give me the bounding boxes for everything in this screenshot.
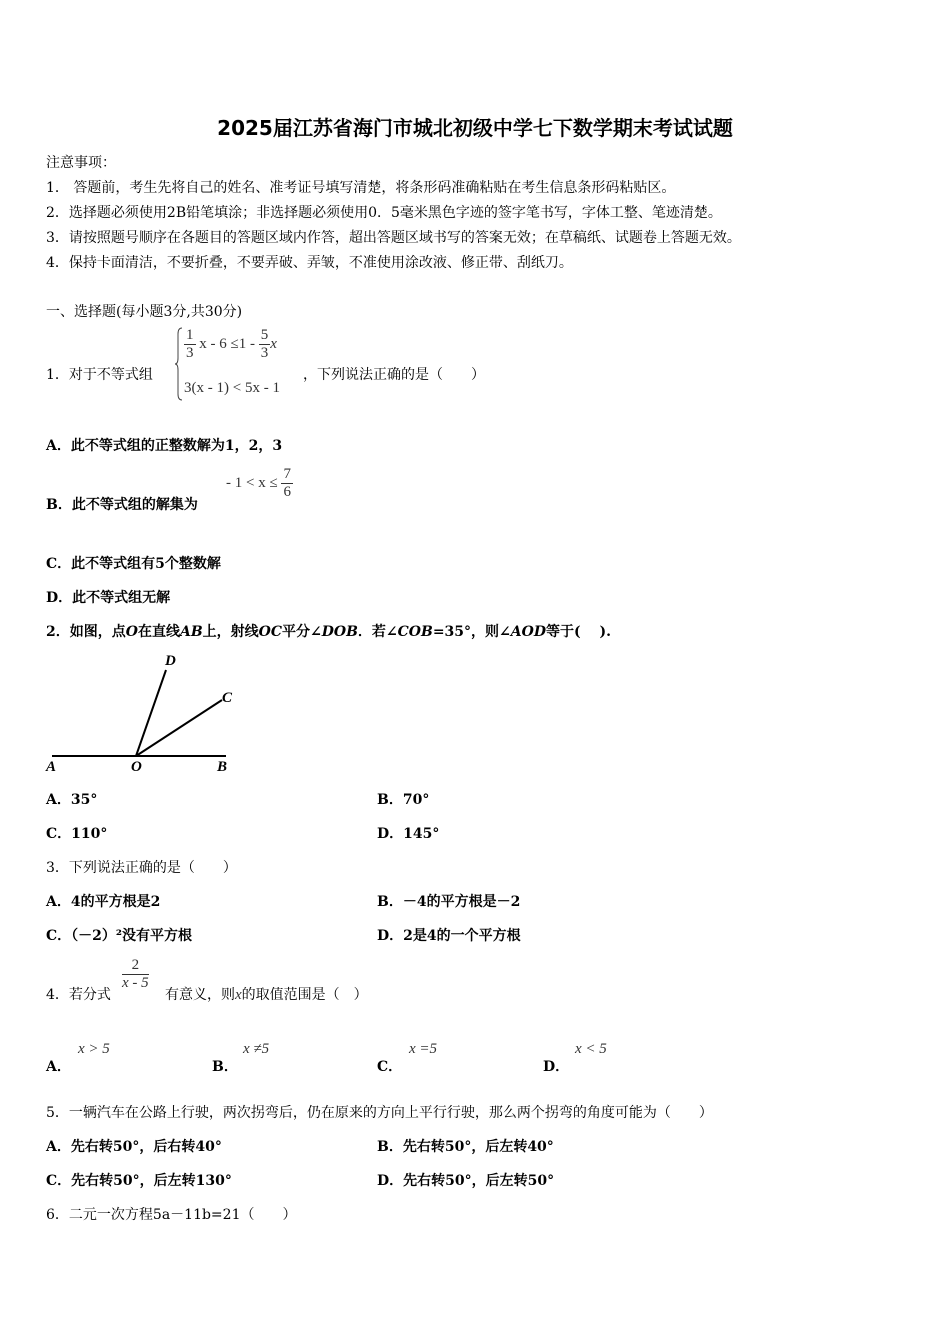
q2-option-d: D．145° xyxy=(377,826,440,842)
q2-text-2: 在直线 xyxy=(137,624,180,640)
q1-option-a: A．此不等式组的正整数解为1，2，3 xyxy=(46,438,283,454)
note-item-1: 1． 答题前，考生先将自己的姓名、准考证号填写清楚，将条形码准确粘贴在考生信息条形码粘贴区。 xyxy=(46,180,676,196)
q1-option-b-num: 7 xyxy=(283,466,291,482)
q2-text-6: =35°，则∠ xyxy=(432,624,511,640)
q3-option-c: C．（－2）²没有平方根 xyxy=(46,928,193,944)
label-a: A xyxy=(46,759,57,775)
q4-numerator: 2 xyxy=(122,957,149,975)
q2-stem xyxy=(46,621,611,641)
q3-stem: 3．下列说法正确的是（ ） xyxy=(46,860,237,876)
q4-option-c-label: C． xyxy=(377,1059,403,1075)
q2-option-c: C．110° xyxy=(46,826,108,842)
q1-frac2-den: 3 xyxy=(260,345,269,361)
q1-line1-mid: x - 6 ≤1 - xyxy=(199,335,255,352)
q5-stem: 5．一辆汽车在公路上行驶，两次拐弯后，仍在原来的方向上平行行驶，那么两个拐弯的角度可能为（ ） xyxy=(46,1105,713,1121)
q1-line2: 3(x - 1) < 5x - 1 xyxy=(184,380,280,396)
q1-option-b-den: 6 xyxy=(283,484,291,500)
q4-option-b-math: x ≠5 xyxy=(243,1041,270,1057)
q4-option-a-math: x > 5 xyxy=(78,1041,110,1057)
q4-option-b-label: B． xyxy=(212,1059,238,1075)
note-item-4: 4．保持卡面清洁，不要折叠，不要弄破、弄皱，不准使用涂改液、修正带、刮纸刀。 xyxy=(46,255,573,271)
q4-option-d-label: D． xyxy=(543,1059,570,1075)
q1-inequality-system xyxy=(174,326,304,402)
note-item-3: 3．请按照题号顺序在各题目的答题区域内作答，超出答题区域书写的答案无效；在草稿纸、试题卷上答题无效。 xyxy=(46,230,741,246)
label-c: C xyxy=(222,690,233,706)
q2-option-b: B．70° xyxy=(377,792,430,808)
q1-option-c: C．此不等式组有5个整数解 xyxy=(46,556,221,572)
label-b: B xyxy=(217,759,228,775)
q1-frac2-num: 5 xyxy=(260,327,269,343)
q3-option-b: B．－4的平方根是－2 xyxy=(377,894,521,910)
q5-option-c: C．先右转50°，后左转130° xyxy=(46,1173,232,1189)
q2-line-ab: AB xyxy=(179,624,203,640)
notes-heading: 注意事项： xyxy=(46,155,116,171)
note-item-2: 2．选择题必须使用2B铅笔填涂；非选择题必须使用0．5毫米黑色字迹的签字笔书写，字体工整、笔迹清楚。 xyxy=(46,205,722,221)
q1-option-b: B．此不等式组的解集为 xyxy=(46,497,198,513)
q1-option-b-math xyxy=(226,466,293,501)
q2-text-5: ．若∠ xyxy=(357,624,398,640)
q1-frac1-den: 3 xyxy=(186,345,194,361)
q6-stem: 6．二元一次方程5a－11b=21（ ） xyxy=(46,1207,297,1223)
q2-angle-aod: AOD xyxy=(510,624,546,640)
q4-fraction xyxy=(122,957,149,992)
brace-icon xyxy=(174,326,184,402)
section-heading: 一、选择题(每小题3分,共30分) xyxy=(46,304,243,320)
q2-ray-oc: OC xyxy=(258,624,282,640)
q4-option-c-math: x =5 xyxy=(409,1041,438,1057)
q5-option-d: D．先右转50°，后左转50° xyxy=(377,1173,555,1189)
q4-text-2: 有意义，则 xyxy=(165,987,235,1003)
q4-option-a-label: A． xyxy=(46,1059,71,1075)
q4-denominator: x - 5 xyxy=(122,975,149,991)
q2-option-a: A．35° xyxy=(46,792,98,808)
label-o: O xyxy=(131,759,142,775)
q4-prefix: 4．若分式 xyxy=(46,987,111,1003)
q1-option-b-expr: - 1 < x ≤ xyxy=(226,475,278,491)
q4-mid xyxy=(165,984,368,1004)
label-d: D xyxy=(165,653,176,669)
q2-text-1: 2．如图，点 xyxy=(46,624,126,640)
q2-text-7: 等于( ). xyxy=(545,624,611,640)
q2-angle-cob: COB xyxy=(397,624,433,640)
q1-frac1-num: 1 xyxy=(186,327,194,343)
q3-option-d: D．2是4的一个平方根 xyxy=(377,928,521,944)
q5-option-b: B．先右转50°，后左转40° xyxy=(377,1139,554,1155)
q2-text-4: 平分∠ xyxy=(282,624,322,640)
ray-oc xyxy=(136,700,222,756)
q4-option-d-math: x < 5 xyxy=(575,1041,607,1057)
q2-text-3: 上，射线 xyxy=(202,624,259,640)
page-title: 2025届江苏省海门市城北初级中学七下数学期末考试试题 xyxy=(217,116,733,140)
q2-angle-dob: DOB xyxy=(321,624,358,640)
q1-option-d: D．此不等式组无解 xyxy=(46,590,171,606)
q4-var: x xyxy=(235,987,242,1003)
q1-suffix: ，下列说法正确的是（ ） xyxy=(303,367,485,383)
q4-text-3: 的取值范围是（ ） xyxy=(241,987,368,1003)
q2-point-o: O xyxy=(125,624,138,640)
q5-option-a: A．先右转50°，后右转40° xyxy=(46,1139,222,1155)
q2-figure xyxy=(40,648,250,776)
q1-prefix: 1．对于不等式组 xyxy=(46,367,153,383)
q1-line1-end: x xyxy=(270,335,277,352)
ray-od xyxy=(136,670,166,756)
q3-option-a: A．4的平方根是2 xyxy=(46,894,161,910)
